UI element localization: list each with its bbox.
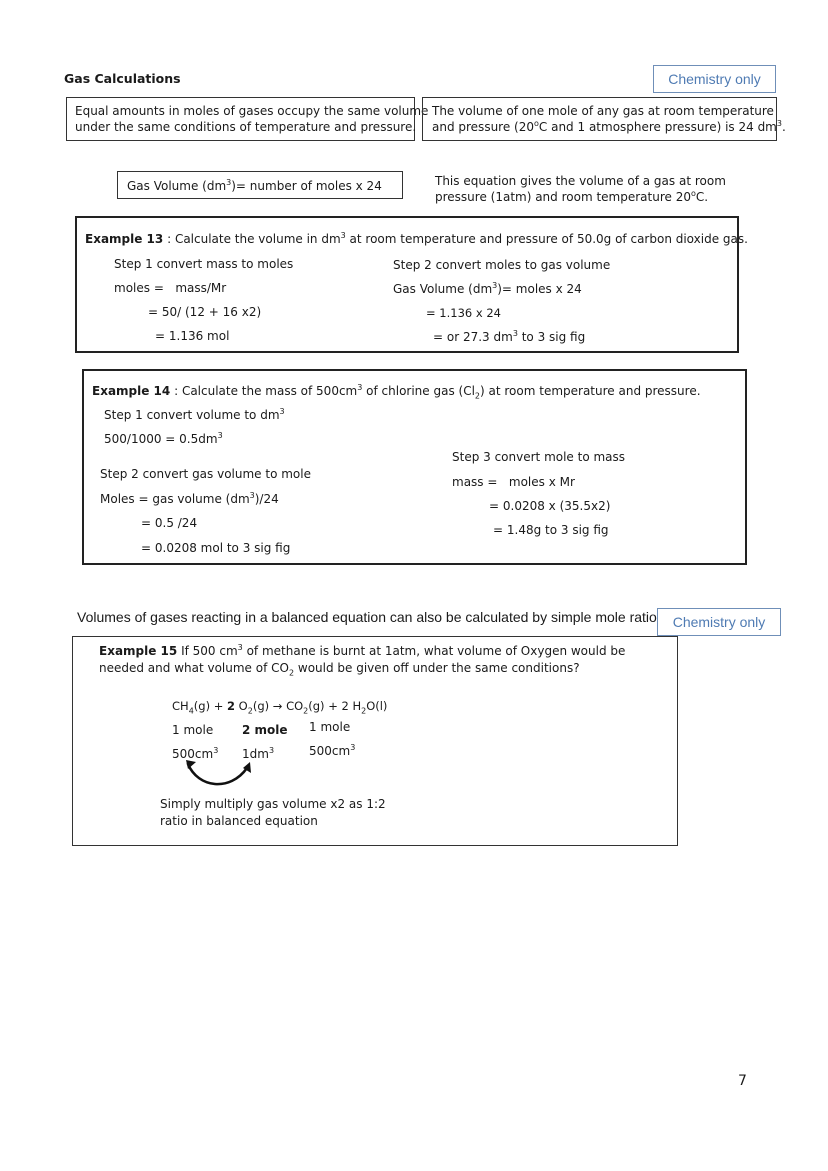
ex14-moles: Moles = gas volume $(dm^3)/24$ (100, 491, 279, 506)
balanced-equation: $CH_4(g) + 2$ $O_2(g) \to CO_2(g) + 2$ $H_2O(l)$ (172, 699, 388, 716)
ex13-gas-volume: Gas Volume $(dm^3)=$ moles x 24 (393, 281, 582, 296)
page-title: Gas Calculations (64, 71, 181, 86)
page-number: 7 (738, 1073, 747, 1089)
example-14-question: Example 14 : Calculate the mass of $500cm^3$ of chlorine gas $(Cl_2)$ at room temperature and pressure. (92, 383, 701, 401)
ex13-answer: = or 27.3 $dm^3$ to 3 sig fig (433, 329, 586, 344)
volume-o2: $1dm^3$ (242, 746, 275, 761)
chemistry-only-badge: Chemistry only (653, 65, 776, 93)
formula-box (117, 171, 403, 199)
ex14-step2: Step 2 convert gas volume to mole (100, 467, 311, 481)
reaction-arrow: → (272, 699, 283, 713)
ex14-conversion: $500/1000 = 0.5dm^3$ (104, 431, 223, 446)
ex14-calc: = 0.5 /24 (141, 516, 198, 530)
ex14-result: = 0.0208 mol to 3 sig fig (141, 541, 291, 555)
mole-co2: 1 mole (309, 720, 351, 734)
fact-text: and pressure (20$^o$C and 1 atmosphere pressure) is 24 $dm^3$. (432, 119, 786, 134)
ex14-mass: mass = moles x Mr (452, 475, 575, 489)
example-13-question: Example 13 : Calculate the volume in $dm^3$ at room temperature and pressure of 50.0g of carbon dioxide gas. (85, 231, 748, 246)
fact-box-molar-volume (422, 97, 786, 141)
ex14-step3: Step 3 convert mole to mass (452, 450, 626, 464)
chemistry-only-badge-2: Chemistry only (657, 608, 781, 636)
curved-arrow-icon (184, 760, 256, 792)
mole-ch4: 1 mole (172, 723, 214, 737)
ex13-result: = 1.136 mol (155, 329, 230, 343)
formula-text: Gas Volume $(dm^3)=$ number of moles x 24 (127, 178, 382, 193)
ex15-note-2: ratio in balanced equation (160, 814, 318, 828)
volume-ch4: $500cm^3$ (172, 746, 219, 761)
note-text: This equation gives the volume of a gas at room (435, 174, 726, 188)
fact-text: Equal amounts in moles of gases occupy the same volume (75, 104, 429, 118)
ex13-moles: moles = mass/Mr (114, 281, 227, 295)
ex13-calc: = 50/ (12 + 16 x2) (148, 305, 262, 319)
fact-text: under the same conditions of temperature and pressure. (75, 120, 417, 134)
ratio-heading: Volumes of gases reacting in a balanced equation can also be calculated by simple mole ratio (77, 609, 657, 625)
ex14-calc2: = 0.0208 x (35.5x2) (489, 499, 611, 513)
ex15-note: Simply multiply gas volume x2 as 1:2 (160, 797, 386, 811)
ex14-answer: = 1.48g to 3 sig fig (493, 523, 609, 537)
ex14-step1: Step 1 convert volume to $dm^3$ (104, 407, 285, 422)
ex13-step1: Step 1 convert mass to moles (114, 257, 294, 271)
note-text: pressure (1atm) and room temperature 20$^o$C. (435, 189, 709, 204)
ex13-step2: Step 2 convert moles to gas volume (393, 258, 611, 272)
mole-o2: 2 mole (242, 723, 288, 737)
fact-text: The volume of one mole of any gas at room temperature (432, 104, 774, 118)
volume-co2: $500cm^3$ (309, 743, 356, 758)
formula-note (435, 173, 726, 205)
ex13-calc2: = 1.136 x 24 (426, 306, 501, 320)
example-15-question-2: needed and what volume of $CO_2$ would be given off under the same conditions? (99, 661, 580, 678)
example-15-question: Example 15 If 500 $cm^3$ of methane is burnt at 1atm, what volume of Oxygen would be (99, 643, 626, 658)
fact-box-equal-moles (66, 97, 429, 141)
